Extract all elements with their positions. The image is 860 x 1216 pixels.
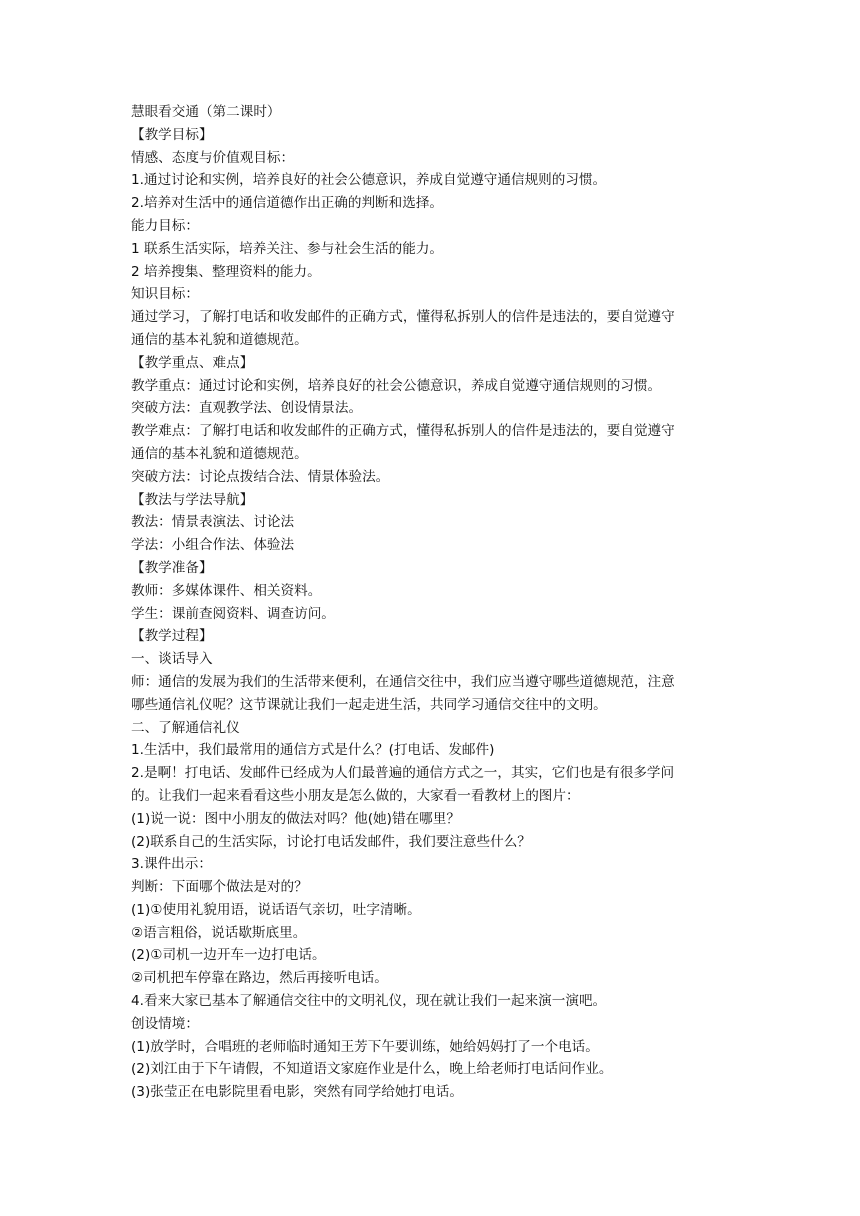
text-line: (1)放学时，合唱班的老师临时通知王芳下午要训练，她给妈妈打了一个电话。 [131,1038,599,1055]
text-line: (1)说一说：图中小朋友的做法对吗？他(她)错在哪里？ [131,810,460,827]
text-line: 3.课件出示： [131,856,212,873]
text-line: 通信的基本礼貌和道德规范。 [131,331,308,348]
text-line: 教师：多媒体课件、相关资料。 [131,582,322,599]
text-line: 通信的基本礼貌和道德规范。 [131,445,308,462]
text-line: 2.是啊！打电话、发邮件已经成为人们最普遍的通信方式之一，其实，它们也是有很多学问 [131,765,675,782]
text-line: 的。让我们一起来看看这些小朋友是怎么做的，大家看一看教材上的图片： [131,787,580,804]
subheading: 情感、态度与价值观目标： [131,149,295,166]
text-line: 2 培养搜集、整理资料的能力。 [131,263,321,280]
section-heading: 【教学重点、难点】 [131,354,254,371]
text-line: (1)①使用礼貌用语，说话语气亲切，吐字清晰。 [131,901,421,918]
text-line: (3)张莹正在电影院里看电影，突然有同学给她打电话。 [131,1084,463,1101]
text-line: ②语言粗俗，说话歇斯底里。 [131,924,307,941]
section-heading: 【教学目标】 [131,126,213,143]
text-line: 1 联系生活实际，培养关注、参与社会生活的能力。 [131,240,444,257]
text-line: 师：通信的发展为我们的生活带来便利，在通信交往中，我们应当遵守哪些道德规范，注意 [131,673,675,690]
text-line: 判断：下面哪个做法是对的？ [131,879,308,896]
subheading: 知识目标： [131,286,199,303]
text-line: 1.通过讨论和实例，培养良好的社会公德意识，养成自觉遵守通信规则的习惯。 [131,172,607,189]
text-line: (2)①司机一边开车一边打电话。 [131,947,326,964]
text-line: 4.看来大家已基本了解通信交往中的文明礼仪，现在就让我们一起来演一演吧。 [131,993,607,1010]
text-line: 学法：小组合作法、体验法 [131,537,295,554]
text-line: ②司机把车停靠在路边，然后再接听电话。 [131,970,388,987]
text-line: 突破方法：直观教学法、创设情景法。 [131,400,363,417]
text-line: 突破方法：讨论点拨结合法、情景体验法。 [131,468,390,485]
text-line: 教法：情景表演法、讨论法 [131,514,295,531]
text-line: 教学重点：通过讨论和实例，培养良好的社会公德意识，养成自觉遵守通信规则的习惯。 [131,377,662,394]
subheading: 一、谈话导入 [131,651,213,668]
text-line: 创设情境： [131,1015,199,1032]
section-heading: 【教学过程】 [131,628,213,645]
document-title: 慧眼看交通（第二课时） [131,104,281,120]
text-line: 通过学习，了解打电话和收发邮件的正确方式，懂得私拆别人的信件是违法的，要自觉遵守 [131,309,675,326]
section-heading: 【教学准备】 [131,559,213,576]
text-line: (2)刘江由于下午请假，不知道语文家庭作业是什么，晚上给老师打电话问作业。 [131,1061,613,1078]
text-line: (2)联系自己的生活实际，讨论打电话发邮件，我们要注意些什么？ [131,833,531,850]
subheading: 能力目标： [131,217,199,234]
text-line: 1.生活中，我们最常用的通信方式是什么？(打电话、发邮件) [131,742,495,759]
text-line: 哪些通信礼仪呢？这节课就让我们一起走进生活，共同学习通信交往中的文明。 [131,696,607,713]
section-heading: 【教法与学法导航】 [131,491,254,508]
document-body [131,101,751,1104]
text-line: 教学难点：了解打电话和收发邮件的正确方式，懂得私拆别人的信件是违法的，要自觉遵守 [131,423,675,440]
subheading: 二、了解通信礼仪 [131,719,240,736]
text-line: 学生：课前查阅资料、调查访问。 [131,605,335,622]
text-line: 2.培养对生活中的通信道德作出正确的判断和选择。 [131,195,444,212]
